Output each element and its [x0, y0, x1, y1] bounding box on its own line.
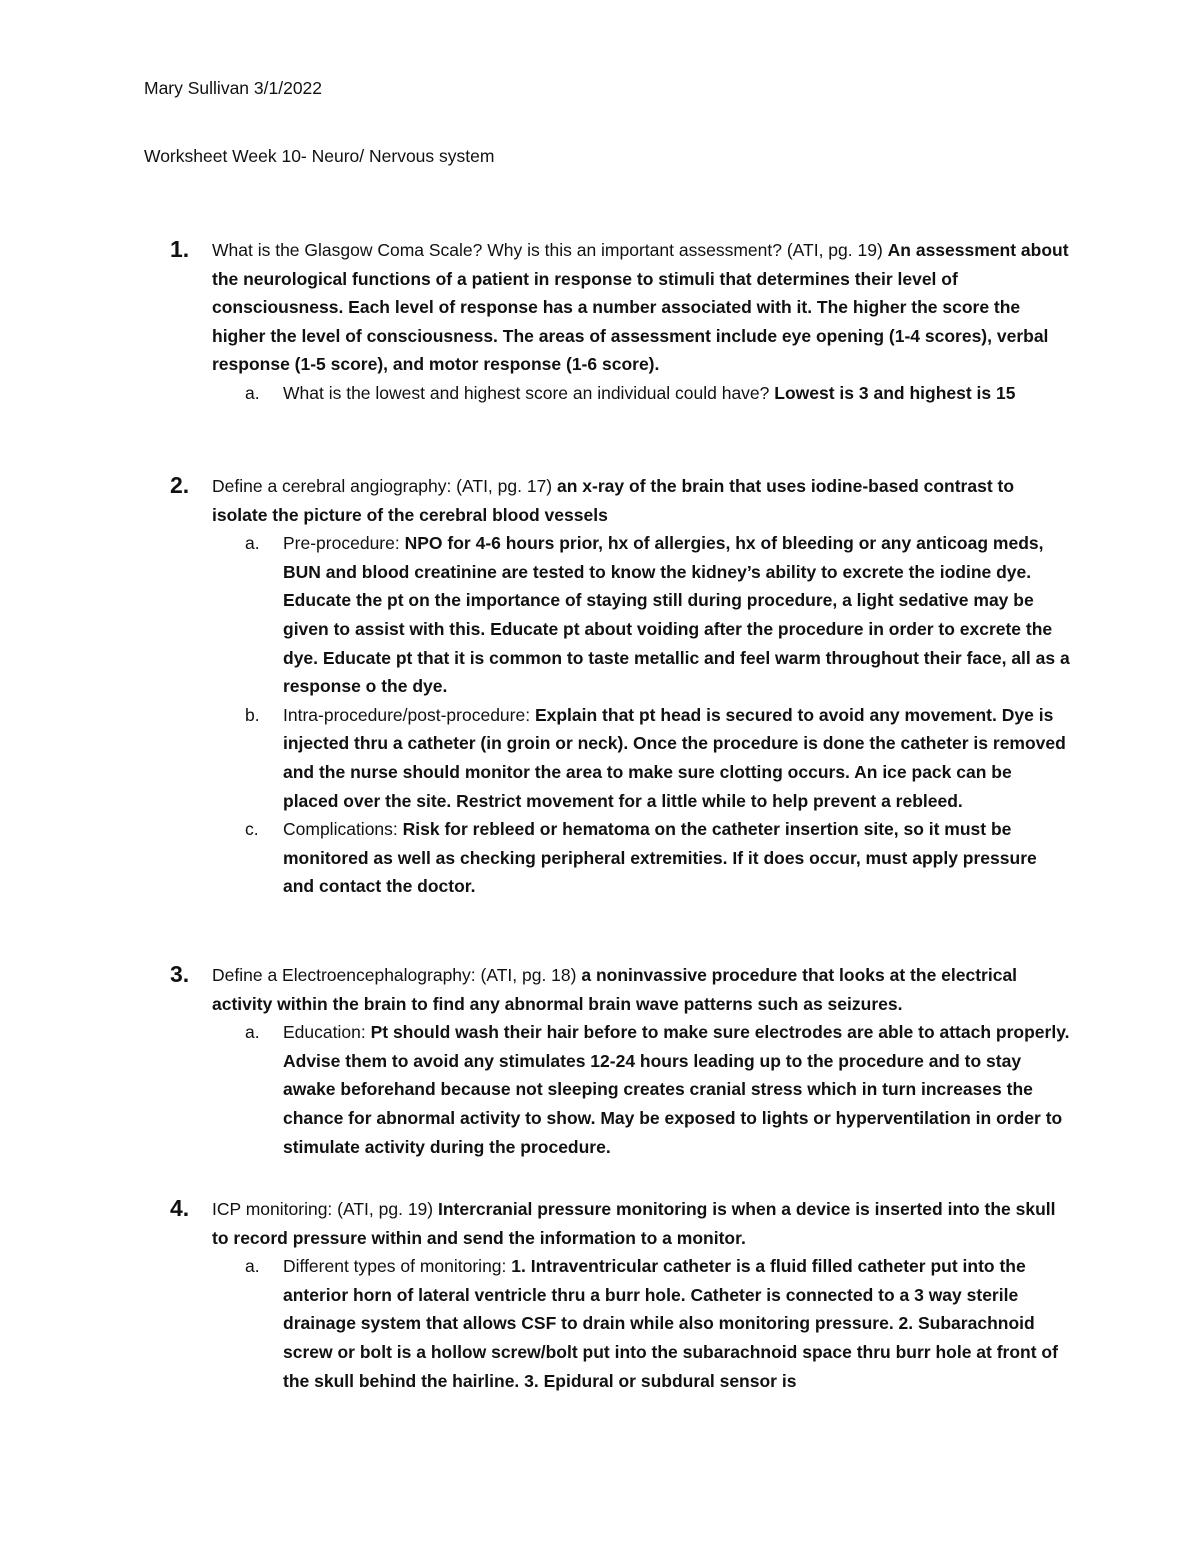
question-prompt: Define a Electroencephalography: (ATI, pg. 18): [212, 965, 577, 985]
question-number: 3.: [170, 961, 190, 987]
sub-question-answer: Pt should wash their hair before to make sure electrodes are able to attach properly. Advise them to avoid any stimulates 12-24 hours leading up to the procedure and to stay awake beforehand because not sleeping creates cranial stress which in turn increases the chance for abnormal activity to show. May be exposed to lights or hyperventilation in order to stimulate activity during the procedure.: [283, 1022, 1070, 1157]
question-3: [170, 961, 1070, 1161]
sub-question-letter: a.: [245, 533, 260, 554]
question-answer: An assessment about the neurological functions of a patient in response to stimuli that determines their level of consciousness. Each level of response has a number associated with it. The higher the score the higher the level of consciousness. The areas of assessment include eye opening (1-4 scores), verbal response (1-5 score), and motor response (1-6 score).: [212, 240, 1069, 375]
sub-question: [245, 529, 1070, 701]
sub-question-prompt: Pre-procedure:: [283, 533, 400, 554]
sub-question-letter: a.: [245, 1256, 260, 1277]
question-prompt: Define a cerebral angiography: (ATI, pg. 17): [212, 476, 553, 496]
sub-question: [245, 379, 1070, 408]
sub-question-answer: Explain that pt head is secured to avoid any movement. Dye is injected thru a catheter (in groin or neck). Once the procedure is done the catheter is removed and the nurse should monitor the area to make sure clotting occurs. An ice pack can be placed over the site. Restrict movement for a little while to help prevent a rebleed.: [283, 704, 1066, 811]
author-date-line: Mary Sullivan 3/1/2022: [144, 78, 323, 98]
worksheet-title: Worksheet Week 10- Neuro/ Nervous system: [144, 146, 495, 166]
question-number: 4.: [170, 1195, 190, 1221]
sub-question-prompt: Education:: [283, 1022, 366, 1043]
question-answer: an x-ray of the brain that uses iodine-based contrast to isolate the picture of the cerebral blood vessels: [212, 476, 1015, 525]
sub-question-letter: c.: [245, 819, 259, 840]
sub-question-prompt: Complications:: [283, 819, 398, 840]
sub-question-answer: 1. Intraventricular catheter is a fluid filled catheter put into the anterior horn of lateral ventricle thru a burr hole. Catheter is connected to a 3 way sterile drainage system that allows CSF to drain while also monitoring pressure. 2. Subarachnoid screw or bolt is a hollow screw/bolt put into the subarachnoid space thru burr hole at front of the skull behind the hairline. 3. Epidural or subdural sensor is: [283, 1256, 1058, 1391]
sub-question: [245, 815, 1070, 901]
question-answer: Intercranial pressure monitoring is when a device is inserted into the skull to record pressure within and send the information to a monitor.: [212, 1199, 1056, 1248]
question-1: [170, 236, 1070, 408]
sub-question: [245, 701, 1070, 815]
question-number: 2.: [170, 472, 190, 498]
question-text: [212, 961, 1070, 1018]
sub-question: [245, 1252, 1070, 1395]
question-text: [212, 236, 1070, 379]
sub-question-list: [170, 1252, 1070, 1395]
question-4: [170, 1195, 1070, 1395]
sub-question-letter: a.: [245, 1022, 260, 1043]
sub-question-answer: NPO for 4-6 hours prior, hx of allergies, hx of bleeding or any anticoag meds, BUN and blood creatinine are tested to know the kidney’s ability to excrete the iodine dye. Educate the pt on the importance of staying still during procedure, a light sedative may be given to assist with this. Educate pt about voiding after the procedure in order to excrete the dye. Educate pt that it is common to taste metallic and feel warm throughout their face, all as a response o the dye.: [283, 533, 1070, 697]
sub-question-answer: Lowest is 3 and highest is 15: [774, 382, 1016, 403]
question-text: [212, 472, 1070, 529]
question-prompt: ICP monitoring: (ATI, pg. 19): [212, 1199, 434, 1219]
sub-question-letter: a.: [245, 382, 260, 403]
sub-question-prompt: What is the lowest and highest score an individual could have?: [283, 382, 770, 403]
sub-question-list: [170, 529, 1070, 901]
sub-question: [245, 1018, 1070, 1161]
sub-question-list: [170, 1018, 1070, 1161]
sub-question-list: [170, 379, 1070, 408]
question-number: 1.: [170, 236, 190, 262]
sub-question-prompt: Different types of monitoring:: [283, 1256, 507, 1277]
question-text: [212, 1195, 1070, 1252]
sub-question-letter: b.: [245, 704, 260, 725]
sub-question-answer: Risk for rebleed or hematoma on the catheter insertion site, so it must be monitored as well as checking peripheral extremities. If it does occur, must apply pressure and contact the doctor.: [283, 819, 1037, 897]
question-answer: a noninvassive procedure that looks at the electrical activity within the brain to find any abnormal brain wave patterns such as seizures.: [212, 965, 1018, 1014]
question-2: [170, 472, 1070, 901]
question-prompt: What is the Glasgow Coma Scale? Why is this an important assessment? (ATI, pg. 19): [212, 240, 883, 260]
sub-question-prompt: Intra-procedure/post-procedure:: [283, 704, 531, 725]
